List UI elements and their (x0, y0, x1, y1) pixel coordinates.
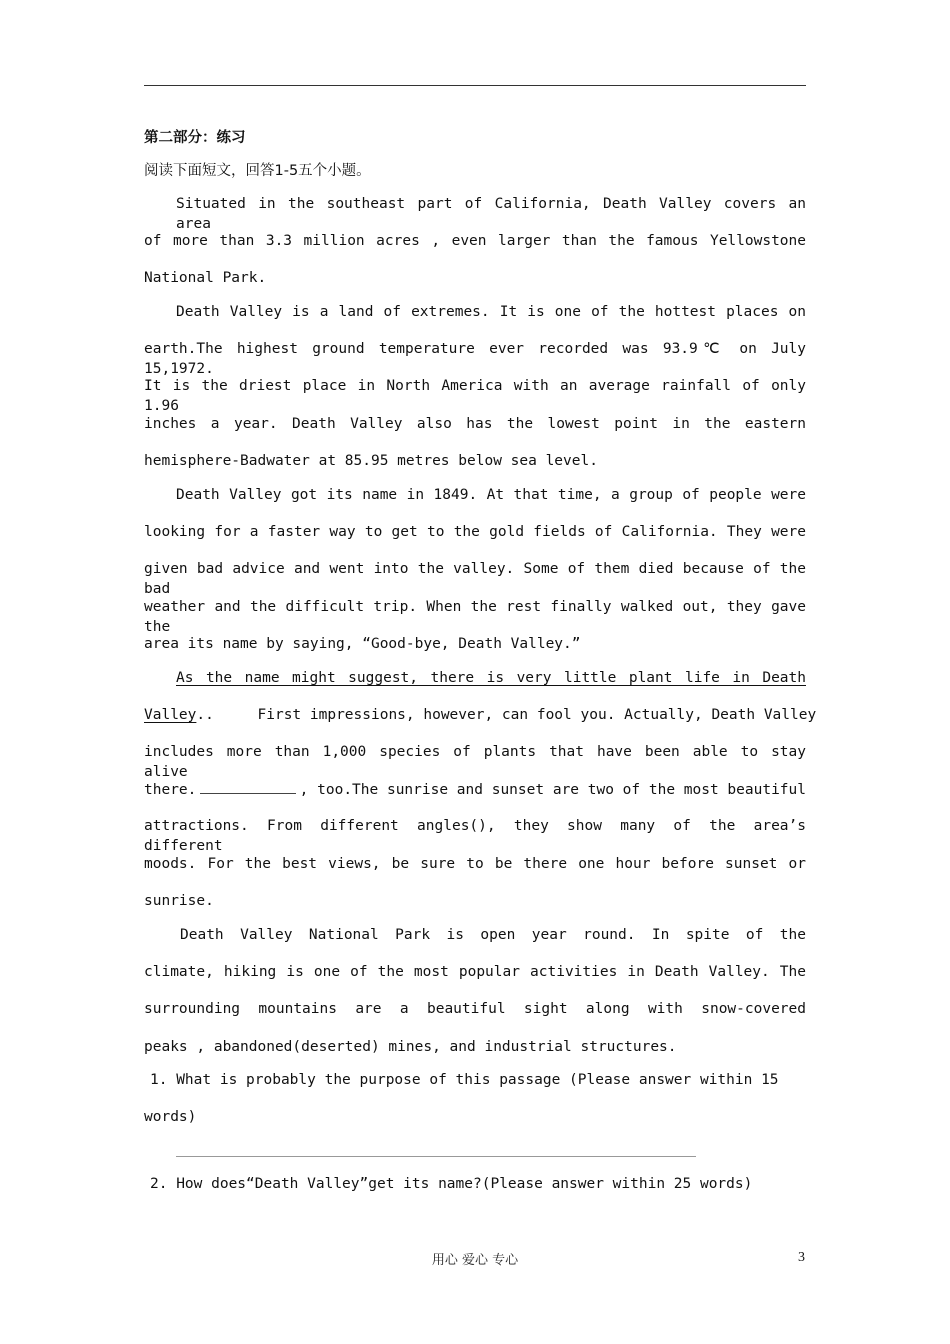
passage-text: there. (144, 782, 197, 798)
page-number: 3 (798, 1250, 805, 1265)
passage-line: sunrise. (144, 893, 214, 909)
passage-line: Situated in the southeast part of California, Death Valley covers an area (176, 196, 806, 232)
underlined-word: Valley (144, 707, 197, 723)
passage-line: attractions. From different angles(), they show many of the area’s different (144, 818, 806, 854)
passage-line: Death Valley is a land of extremes. It is one of the hottest places on (176, 304, 806, 320)
passage-line (144, 705, 817, 725)
passage-line (144, 779, 806, 800)
passage-line: given bad advice and went into the valley. Some of them died because of the bad (144, 561, 806, 597)
passage-line: Death Valley got its name in 1849. At that time, a group of people were (176, 487, 806, 503)
passage-text: , too.The sunrise and sunset are two of the most beautiful (299, 782, 806, 798)
passage-line: includes more than 1,000 species of plants that have been able to stay alive (144, 744, 806, 780)
passage-line: climate, hiking is one of the most popular activities in Death Valley. The (144, 964, 806, 980)
question-2: 2. How does“Death Valley”get its name?(Please answer within 25 words) (150, 1176, 753, 1192)
passage-line: earth.The highest ground temperature ever recorded was 93.9℃ on July 15,1972. (144, 341, 806, 377)
fill-in-blank[interactable] (200, 779, 295, 794)
header-rule (144, 85, 806, 86)
underlined-sentence: As the name might suggest, there is very little plant life in Death (176, 670, 806, 686)
instruction-text: 阅读下面短文，回答1-5五个小题。 (144, 163, 371, 179)
passage-line: area its name by saying, “Good-bye, Death Valley.” (144, 636, 581, 652)
passage-line: looking for a faster way to get to the gold fields of California. They were (144, 524, 806, 540)
footer-motto: 用心 爱心 专心 (431, 1253, 519, 1268)
passage-line: Death Valley National Park is open year round. In spite of the (180, 927, 806, 943)
question-1: 1. What is probably the purpose of this passage (Please answer within 15 (150, 1072, 779, 1088)
passage-line: hemisphere-Badwater at 85.95 metres below sea level. (144, 453, 598, 469)
passage-line: weather and the difficult trip. When the rest finally walked out, they gave the (144, 599, 806, 635)
passage-line: inches a year. Death Valley also has the lowest point in the eastern (144, 416, 806, 432)
passage-line: of more than 3.3 million acres , even larger than the famous Yellowstone (144, 233, 806, 249)
passage-line: surrounding mountains are a beautiful sight along with snow-covered (144, 1001, 806, 1017)
passage-line: peaks , abandoned(deserted) mines, and industrial structures. (144, 1039, 677, 1055)
passage-line: moods. For the best views, be sure to be there one hour before sunset or (144, 856, 806, 872)
section-title: 第二部分：练习 (144, 130, 246, 146)
passage-line: It is the driest place in North America with an average rainfall of only 1.96 (144, 378, 806, 414)
passage-text: .. First impressions, however, can fool you. Actually, Death Valley (196, 707, 817, 723)
question-1-continued: words) (144, 1109, 197, 1125)
passage-line: National Park. (144, 270, 267, 286)
answer-line[interactable] (176, 1156, 696, 1157)
